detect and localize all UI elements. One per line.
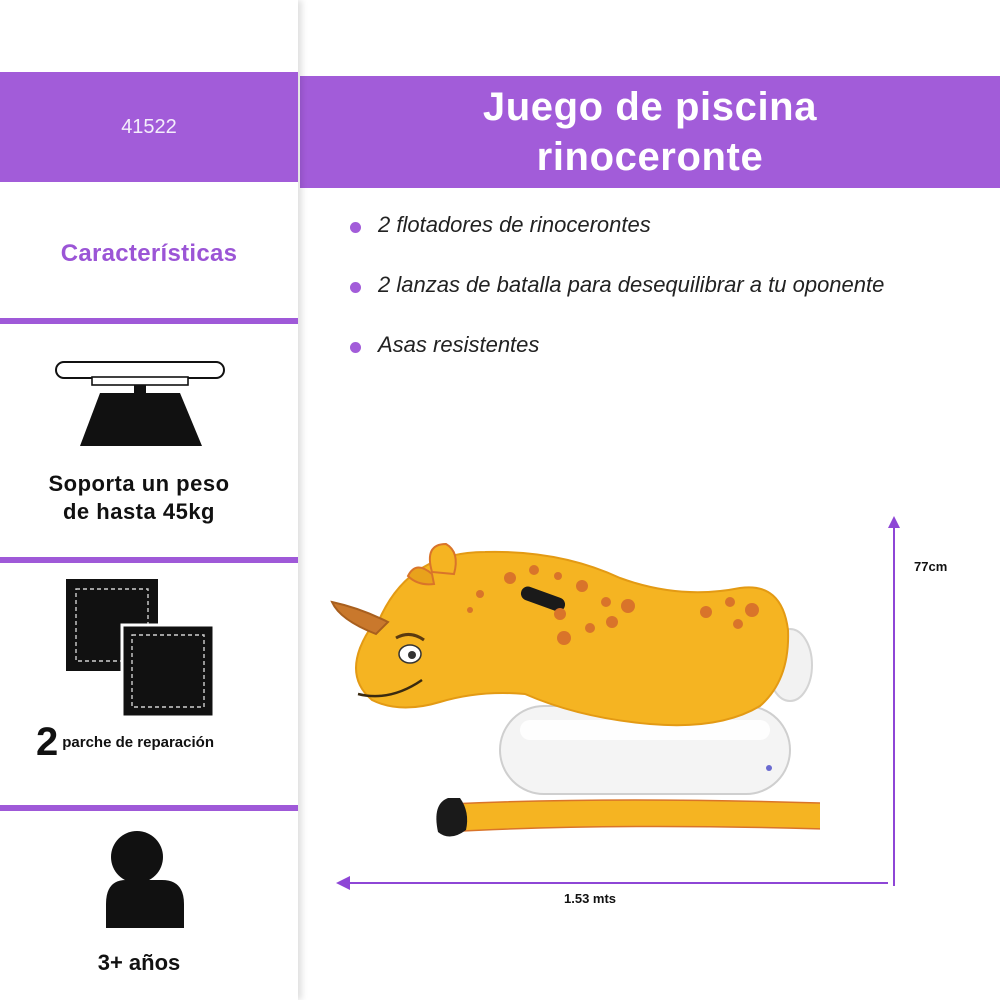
feature-text: 2 lanzas de batalla para desequilibrar a tu oponente	[378, 272, 885, 297]
height-label: 77cm	[914, 559, 948, 574]
weight-scale-icon	[52, 358, 232, 450]
divider	[0, 318, 298, 324]
width-label: 1.53 mts	[564, 891, 617, 906]
repair-patch-text	[36, 720, 298, 765]
list-item	[350, 272, 884, 332]
patch-label: parche de reparación	[62, 734, 214, 751]
bullet-icon	[350, 342, 361, 353]
patch-count: 2	[36, 720, 59, 764]
weight-capacity-text	[0, 470, 278, 526]
repair-patch-icon	[66, 579, 216, 719]
weight-line-1: Soporta un peso	[48, 471, 230, 496]
age-text: 3+ años	[97, 950, 181, 975]
divider	[0, 557, 298, 563]
list-item	[350, 332, 884, 392]
feature-text: 2 flotadores de rinocerontes	[378, 212, 651, 237]
feature-list	[350, 212, 884, 392]
child-person-icon	[104, 830, 188, 930]
width-dimension-arrow	[336, 874, 888, 892]
rhino-float-image	[320, 530, 820, 850]
features-heading: Características	[60, 240, 238, 267]
title-line-1: Juego de piscina	[482, 85, 818, 129]
height-dimension-arrow	[886, 516, 902, 888]
feature-text: Asas resistentes	[378, 332, 540, 357]
list-item	[350, 212, 884, 272]
divider	[0, 805, 298, 811]
bullet-icon	[350, 222, 361, 233]
sidebar	[0, 0, 298, 1000]
title-line-2: rinoceronte	[536, 135, 764, 179]
bullet-icon	[350, 282, 361, 293]
weight-line-2: de hasta 45kg	[62, 499, 215, 524]
sku-band	[0, 72, 298, 182]
product-title	[300, 76, 1000, 188]
sku-number: 41522	[121, 115, 177, 138]
